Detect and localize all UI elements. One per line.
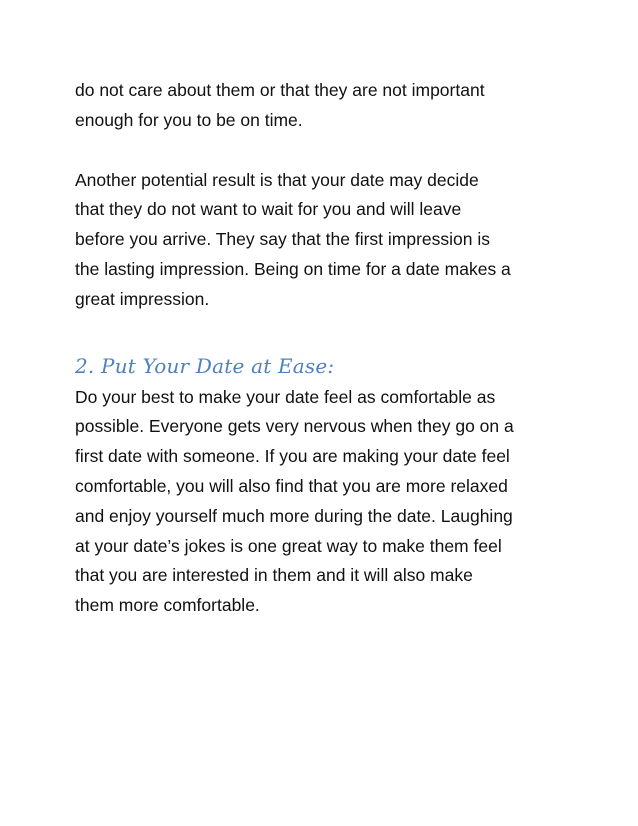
document-body bbox=[75, 76, 570, 621]
paragraph-continuation: do not care about them or that they are not important enough for you to be on time. bbox=[75, 80, 485, 130]
paragraph-put-date-at-ease: Do your best to make your date feel as comfortable as possible. Everyone gets very nervous when they go on a first date with someone. If you are making your date feel comfortable, you will also find that you are more relaxed and enjoy yourself much more during the date. Laughing at your date’s jokes is one great way to make them feel that you are interested in them and it will also make them more comfortable. bbox=[75, 386, 514, 616]
paragraph-first-impression: Another potential result is that your date may decide that they do not want to wait for you and will leave before you arrive. They say that the first impression is the lasting impression. Being on time for a date makes a great impression. bbox=[75, 169, 511, 309]
section-heading: 2. Put Your Date at Ease: bbox=[75, 353, 335, 378]
